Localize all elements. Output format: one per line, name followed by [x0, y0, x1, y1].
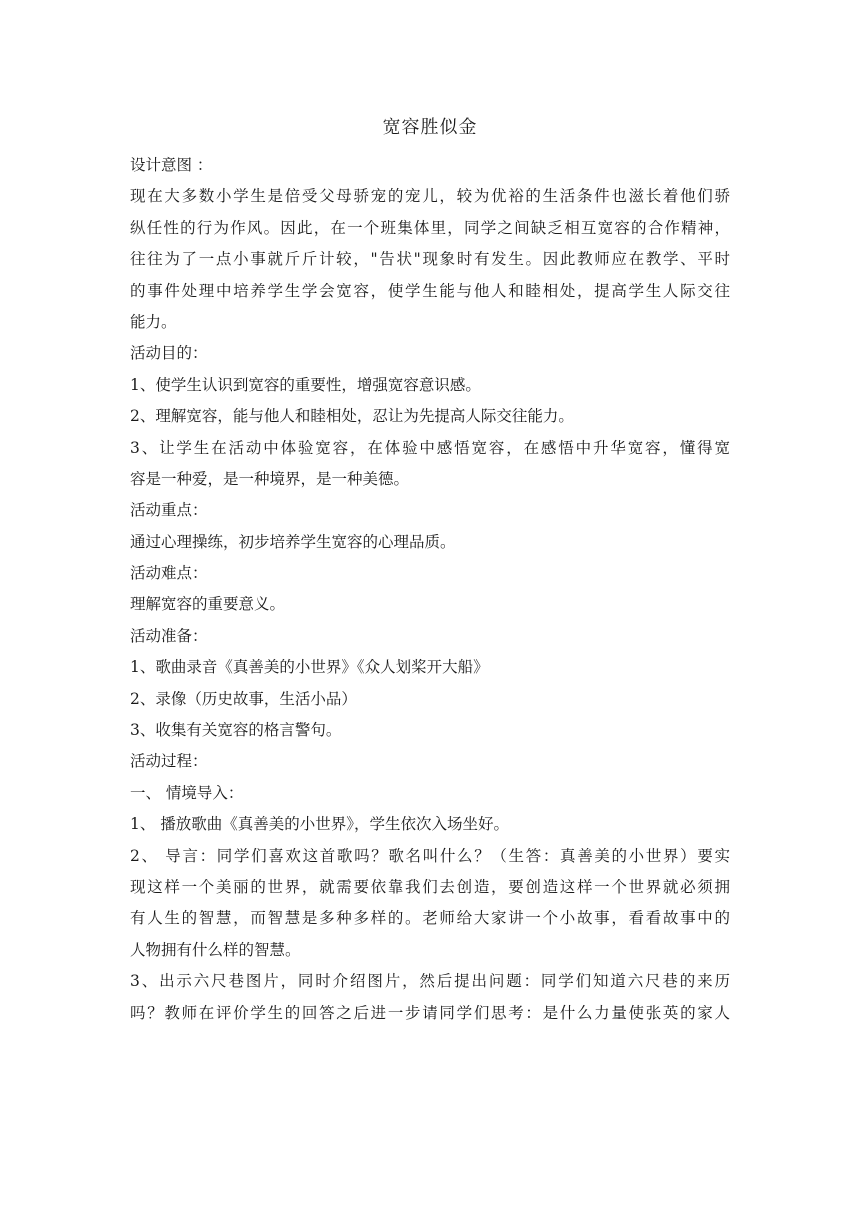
text-line: 活动准备：	[130, 626, 208, 645]
text-line: 理解宽容的重要意义。	[130, 595, 286, 614]
text-line: 纵任性的行为作风。因此，在一个班集体里，同学之间缺乏相互宽容的合作精神，	[130, 218, 730, 237]
text-line: 有人生的智慧，而智慧是多种多样的。老师给大家讲一个小故事，看看故事中的	[130, 909, 730, 928]
text-line: 1、歌曲录音《真善美的小世界》《众人划桨开大船》	[130, 658, 489, 677]
text-line: 往往为了一点小事就斤斤计较，"告状"现象时有发生。因此教师应在教学、平时	[130, 250, 730, 269]
text-line: 设计意图 ：	[130, 156, 213, 174]
text-line: 能力。	[130, 312, 177, 331]
text-line: 3、让学生在活动中体验宽容，在体验中感悟宽容，在感悟中升华宽容，懂得宽	[130, 438, 730, 457]
text-line: 1、 播放歌曲《真善美的小世界》，学生依次入场坐好。	[130, 815, 510, 834]
text-line: 2、 导言：同学们喜欢这首歌吗？歌名叫什么？（生答：真善美的小世界）要实	[130, 846, 730, 865]
text-line: 通过心理操练，初步培养学生宽容的心理品质。	[130, 532, 456, 551]
text-line: 3、收集有关宽容的格言警句。	[130, 721, 342, 740]
text-line: 人物拥有什么样的智慧。	[130, 940, 301, 959]
text-line: 一、 情境导入：	[130, 783, 244, 802]
text-line: 1、使学生认识到宽容的重要性，增强宽容意识感。	[130, 375, 481, 394]
text-line: 现这样一个美丽的世界，就需要依靠我们去创造，要创造这样一个世界就必须拥	[130, 877, 730, 896]
text-line: 活动目的：	[130, 344, 208, 363]
text-line: 的事件处理中培养学生学会宽容，使学生能与他人和睦相处，提高学生人际交往	[130, 281, 730, 300]
text-line: 活动重点：	[130, 501, 208, 520]
text-line: 容是一种爱，是一种境界，是一种美德。	[130, 469, 410, 488]
document-title: 宽容胜似金	[382, 117, 478, 138]
text-line: 3、出示六尺巷图片，同时介绍图片，然后提出问题：同学们知道六尺巷的来历	[130, 972, 730, 991]
text-line: 吗？教师在评价学生的回答之后进一步请同学们思考：是什么力量使张英的家人	[130, 1003, 730, 1022]
text-line: 2、录像（历史故事，生活小品）	[130, 689, 357, 708]
document-body	[130, 150, 730, 1029]
text-line: 现在大多数小学生是倍受父母骄宠的宠儿，较为优裕的生活条件也滋长着他们骄	[130, 187, 730, 206]
text-line: 活动难点：	[130, 564, 208, 583]
text-line: 2、理解宽容，能与他人和睦相处，忍让为先提高人际交往能力。	[130, 407, 574, 426]
text-line: 活动过程：	[130, 752, 208, 771]
